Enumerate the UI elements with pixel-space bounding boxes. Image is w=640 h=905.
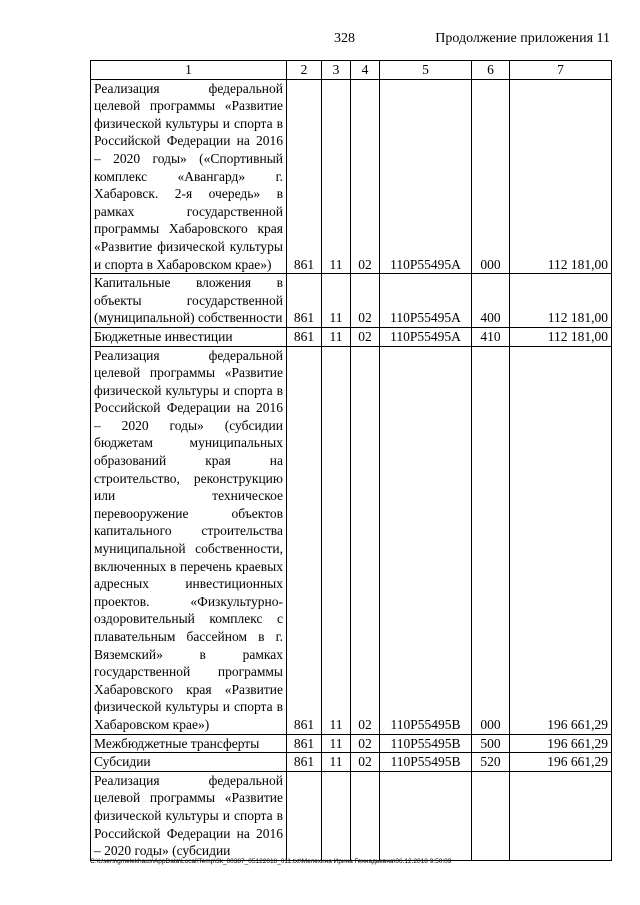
- code-csr: 110P55495B: [380, 346, 472, 734]
- table-row: [91, 79, 612, 274]
- amount: 112 181,00: [510, 274, 612, 328]
- code-csr: 110P55495B: [380, 753, 472, 772]
- column-number: 2: [287, 61, 322, 80]
- code-rz: 11: [322, 327, 351, 346]
- amount: 112 181,00: [510, 79, 612, 274]
- table-row: [91, 346, 612, 734]
- code-rz: 11: [322, 734, 351, 753]
- code-rz: 11: [322, 753, 351, 772]
- amount: 196 661,29: [510, 734, 612, 753]
- column-number: 3: [322, 61, 351, 80]
- code-pr: [351, 771, 380, 860]
- page-number: 328: [334, 31, 355, 46]
- code-rz: 11: [322, 346, 351, 734]
- code-csr: [380, 771, 472, 860]
- amount: 196 661,29: [510, 753, 612, 772]
- amount: 196 661,29: [510, 346, 612, 734]
- code-csr: 110P55495A: [380, 327, 472, 346]
- row-description: Капитальные вложения в объекты государственной (муниципальной) собственности: [91, 274, 287, 328]
- row-description: Реализация федеральной целевой программы «Развитие физической культуры и спорта в Российской Федерации на 2016 – 2020 годы» (субсидии бюджетам муниципальных образований края на строительство, реконструкцию или техническое перевооружение объектов капитального строительства муниципальной собственности, включенных в перечень краевых адресных инвестиционных проектов. «Физкультурно-оздоровительный комплекс с плавательным бассейном в г. Вяземский» в рамках государственной программы Хабаровского края «Развитие физической культуры и спорта в Хабаровском крае»): [91, 346, 287, 734]
- code-rz: 11: [322, 274, 351, 328]
- column-number: 1: [91, 61, 287, 80]
- file-path-footer: C:\Users\gmelekhaus\AppData\Local\Temp\3k_00387_05122018_011.txt\Мелехина Ирина Геннадьевна\06.12.2018 9:50:09: [90, 858, 452, 865]
- code-vr: 520: [472, 753, 510, 772]
- table-row: [91, 734, 612, 753]
- amount: [510, 771, 612, 860]
- code-csr: 110P55495A: [380, 79, 472, 274]
- row-description: Субсидии: [91, 753, 287, 772]
- code-csr: 110P55495B: [380, 734, 472, 753]
- code-vr: [472, 771, 510, 860]
- amount: 112 181,00: [510, 327, 612, 346]
- table-row: [91, 771, 612, 860]
- row-description: Реализация федеральной целевой программы «Развитие физической культуры и спорта в Российской Федерации на 2016 – 2020 годы» (субсидии: [91, 771, 287, 860]
- column-number: 7: [510, 61, 612, 80]
- column-number: 6: [472, 61, 510, 80]
- code-pr: 02: [351, 753, 380, 772]
- row-description: Реализация федеральной целевой программы «Развитие физической культуры и спорта в Российской Федерации на 2016 – 2020 годы» («Спортивный комплекс «Авангард» г. Хабаровск. 2-я очередь» в рамках государственной программы Хабаровского края «Развитие физической культуры и спорта в Хабаровском крае»): [91, 79, 287, 274]
- code-vr: 410: [472, 327, 510, 346]
- code-pr: 02: [351, 274, 380, 328]
- code-vr: 400: [472, 274, 510, 328]
- row-description: Бюджетные инвестиции: [91, 327, 287, 346]
- code-gr: [287, 771, 322, 860]
- column-number: 5: [380, 61, 472, 80]
- code-pr: 02: [351, 734, 380, 753]
- code-gr: 861: [287, 79, 322, 274]
- code-pr: 02: [351, 79, 380, 274]
- code-pr: 02: [351, 327, 380, 346]
- table-row: [91, 274, 612, 328]
- code-gr: 861: [287, 274, 322, 328]
- column-number-row: [91, 61, 612, 80]
- table-row: [91, 327, 612, 346]
- page-note: Продолжение приложения 11: [435, 31, 610, 46]
- table-row: [91, 753, 612, 772]
- code-vr: 000: [472, 346, 510, 734]
- budget-table: [90, 60, 612, 861]
- code-rz: 11: [322, 79, 351, 274]
- code-gr: 861: [287, 327, 322, 346]
- column-number: 4: [351, 61, 380, 80]
- code-vr: 000: [472, 79, 510, 274]
- code-pr: 02: [351, 346, 380, 734]
- code-gr: 861: [287, 346, 322, 734]
- code-gr: 861: [287, 734, 322, 753]
- code-csr: 110P55495A: [380, 274, 472, 328]
- row-description: Межбюджетные трансферты: [91, 734, 287, 753]
- code-vr: 500: [472, 734, 510, 753]
- code-rz: [322, 771, 351, 860]
- code-gr: 861: [287, 753, 322, 772]
